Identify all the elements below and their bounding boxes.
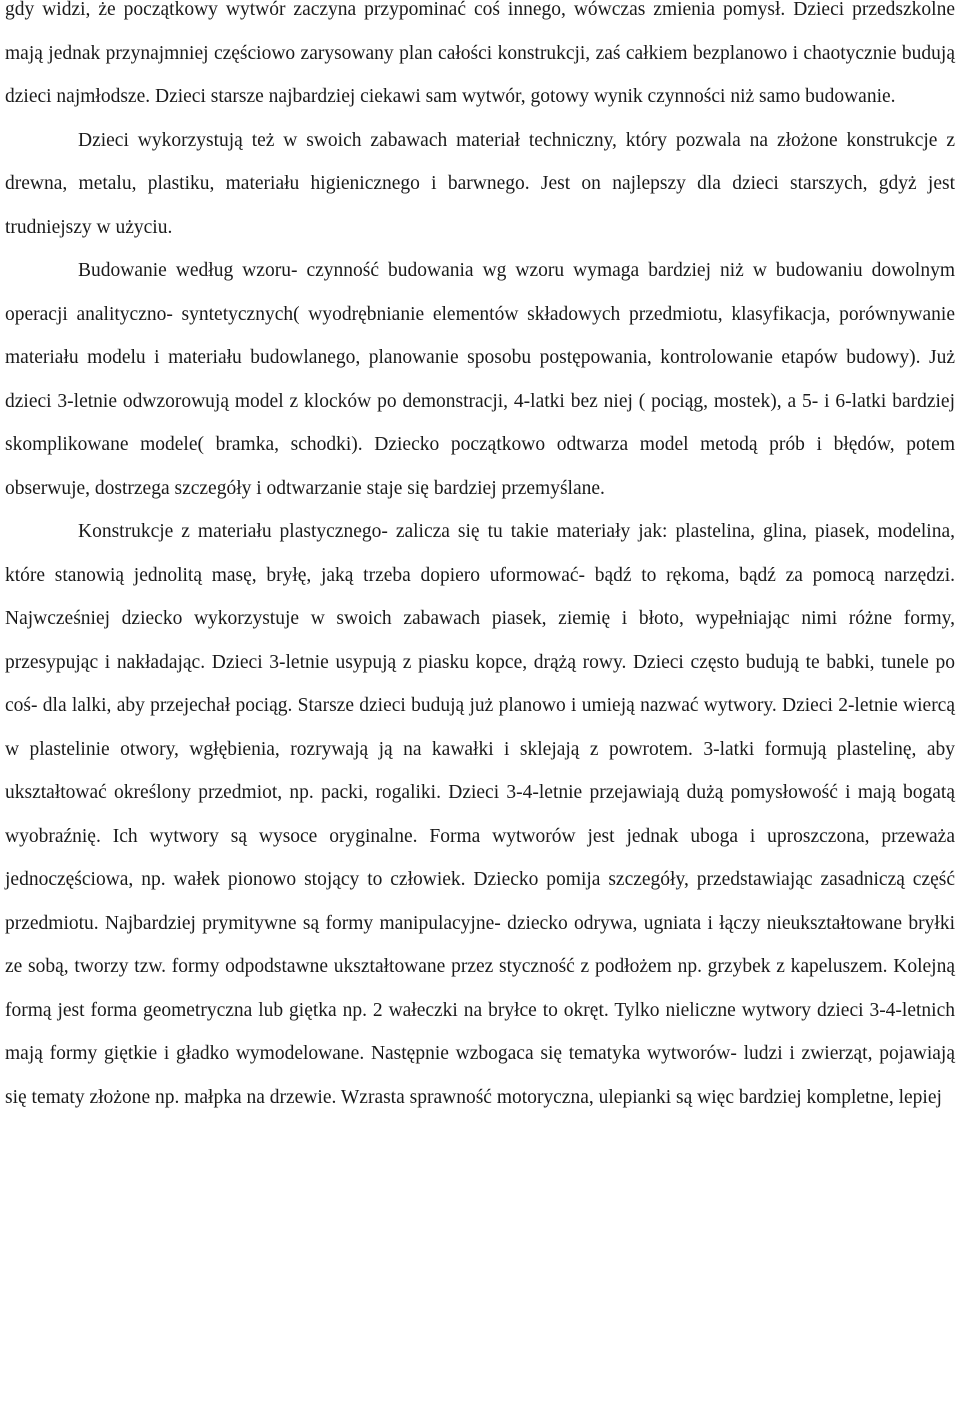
paragraph-continued: gdy widzi, że początkowy wytwór zaczyna przypominać coś innego, wówczas zmienia pomysł. Dzieci przedszkolne mają jednak przynajmniej częściowo zarysowany plan całości konstrukcji, zaś całkiem bezplanowo i chaotycznie budują dzieci najmłodsze. Dzieci starsze najbardziej ciekawi sam wytwór, gotowy wynik czynności niż samo budowanie. — [5, 0, 955, 107]
paragraph-building-by-model: Budowanie według wzoru- czynność budowania wg wzoru wymaga bardziej niż w budowaniu dowolnym operacji analityczno- syntetycznych( wyodrębnianie elementów składowych przedmiotu, klasyfikacja, porównywanie materiału modelu i materiału budowlanego, planowanie sposobu postępowania, kontrolowanie etapów budowy). Już dzieci 3-letnie odwzorowują model z klocków po demonstracji, 4-latki bez niej ( pociąg, mostek), a 5- i 6-latki bardziej skomplikowane modele( bramka, schodki). Dziecko początkowo odtwarza model metodą prób i błędów, potem obserwuje, dostrzega szczegóły i odtwarzanie staje się bardziej przemyślane. — [5, 260, 955, 499]
document-page — [5, 0, 955, 1119]
paragraph-technical-material: Dzieci wykorzystują też w swoich zabawach materiał techniczny, który pozwala na złożone konstrukcje z drewna, metalu, plastiku, materiału higienicznego i barwnego. Jest on najlepszy dla dzieci starszych, gdyż jest trudniejszy w użyciu. — [5, 129, 955, 238]
paragraph-plastic-material: Konstrukcje z materiału plastycznego- zalicza się tu takie materiały jak: plastelina, glina, piasek, modelina, które stanowią jednolitą masę, bryłę, jaką trzeba dopiero uformować- bądź to rękoma, bądź za pomocą narzędzi. Najwcześniej dziecko wykorzystuje w swoich zabawach piasek, ziemię i błoto, wypełniając nimi różne formy, przesypując i nakładając. Dzieci 3-letnie usypują z piasku kopce, drążą rowy. Dzieci często budują te babki, tunele po coś- dla lalki, aby przejechał pociąg. Starsze dzieci budują już planowo i umieją nazwać wytwory. Dzieci 2-letnie wiercą w plastelinie otwory, wgłębienia, rozrywają ją na kawałki i sklejają z powrotem. 3-latki formują plastelinę, aby ukształtować określony przedmiot, np. packi, rogaliki. Dzieci 3-4-letnie przejawiają dużą pomysłowość i mają bogatą wyobraźnię. Ich wytwory są wysoce oryginalne. Forma wytworów jest jednak uboga i uproszczona, przeważa jednoczęściowa, np. wałek pionowo stojący to człowiek. Dziecko pomija szczegóły, przedstawiając zasadniczą część przedmiotu. Najbardziej prymitywne są formy manipulacyjne- dziecko odrywa, ugniata i łączy nieukształtowane bryłki ze sobą, tworzy tzw. formy odpodstawne ukształtowane przez styczność z podłożem np. grzybek z kapeluszem. Kolejną formą jest forma geometryczna lub giętka np. 2 wałeczki na bryłce to okręt. Tylko nieliczne wytwory dzieci 3-4-letnich mają formy giętkie i gładko wymodelowane. Następnie wzbogaca się tematyka wytworów- ludzi i zwierząt, pojawiają się tematy złożone np. małpka na drzewie. Wzrasta sprawność motoryczna, ulepianki są więc bardziej kompletne, lepiej — [5, 521, 955, 1108]
